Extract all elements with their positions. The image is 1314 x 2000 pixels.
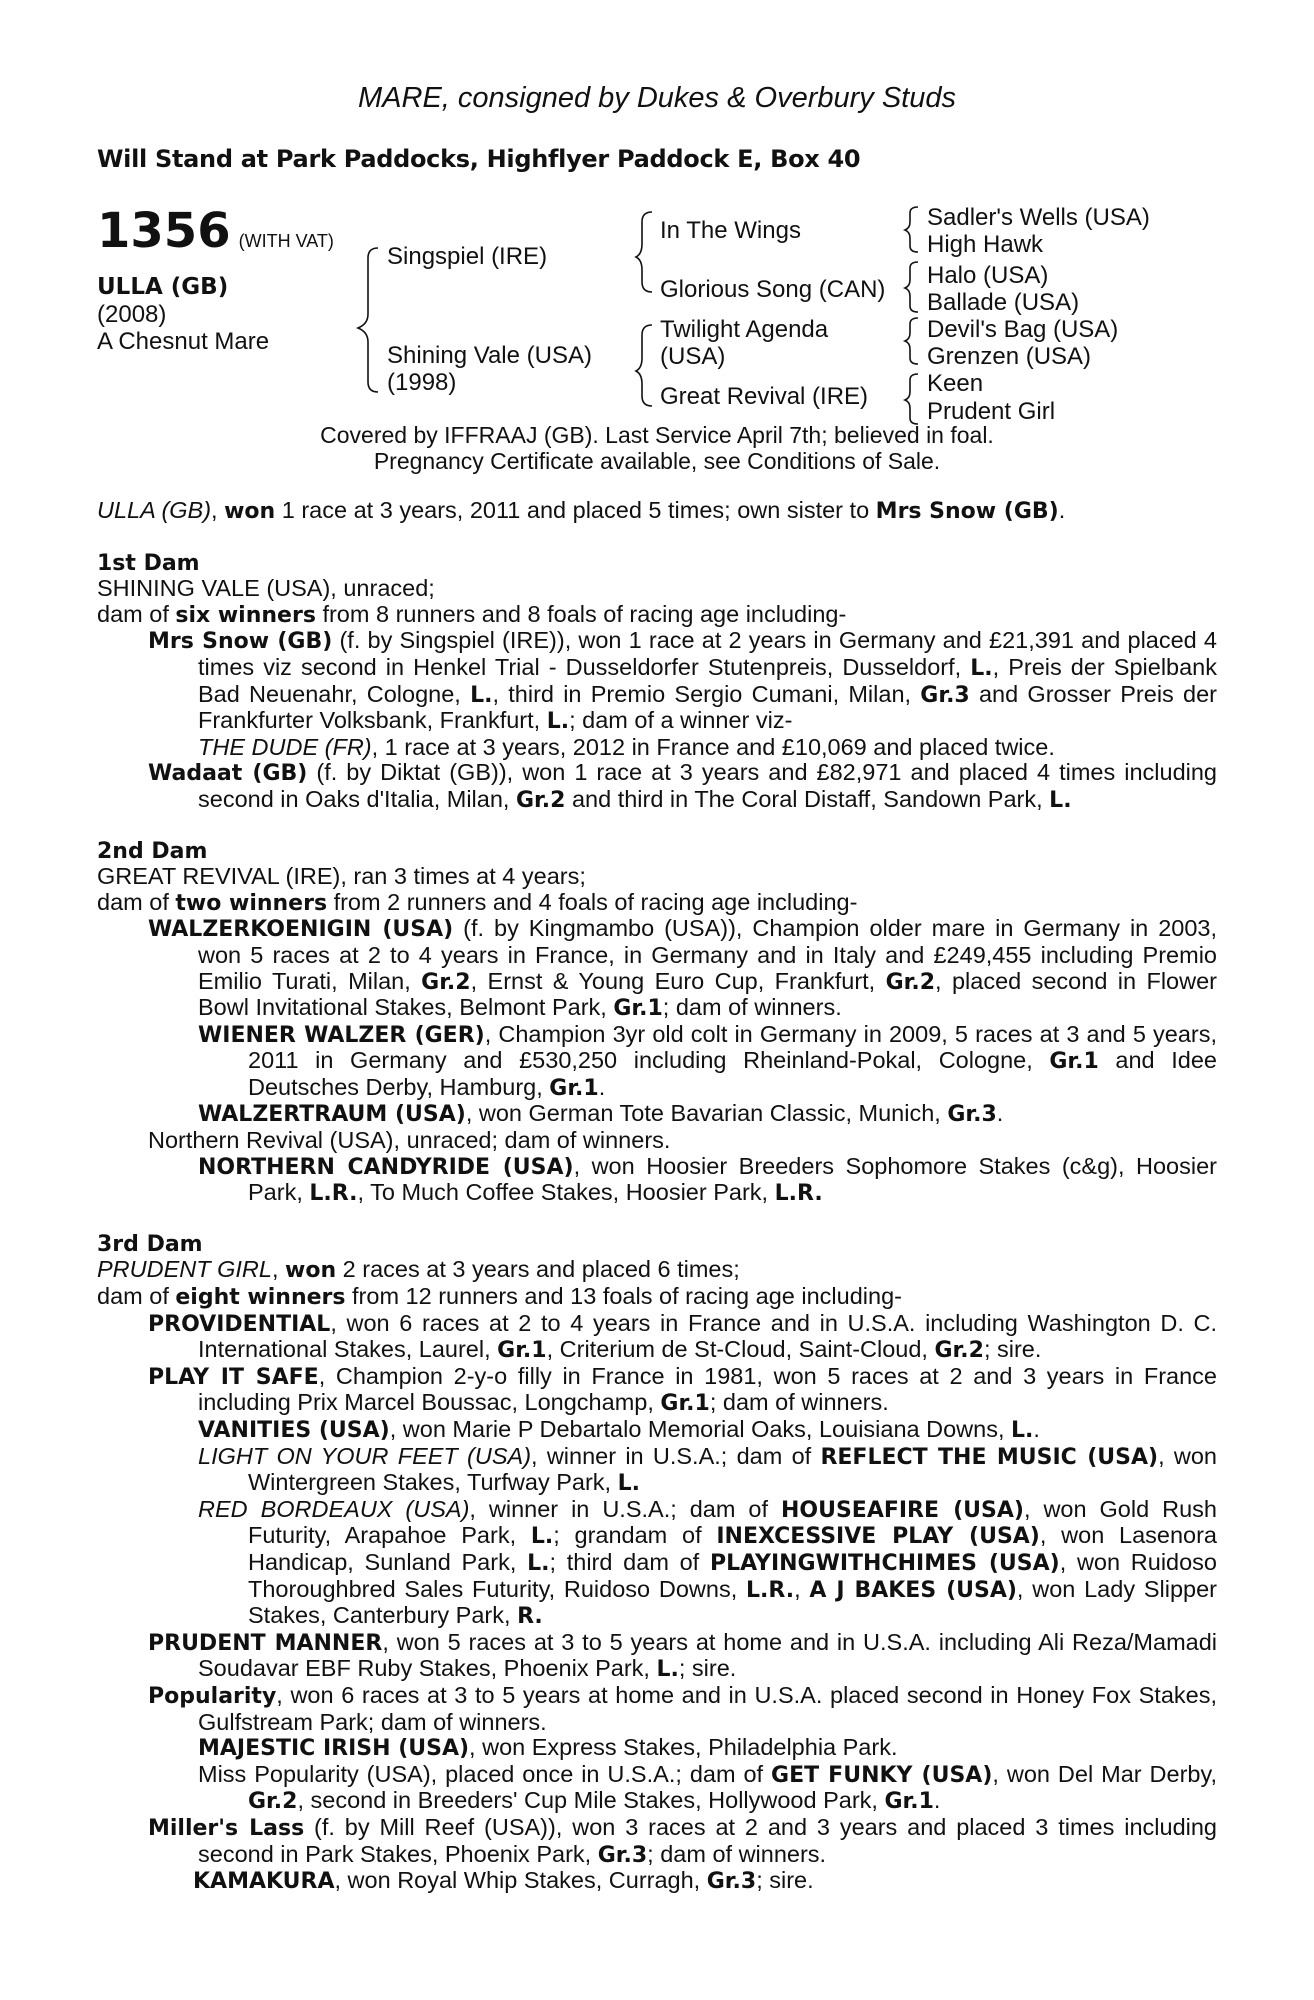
page-title: MARE, consigned by Dukes & Overbury Studs (358, 82, 956, 114)
text-run: , won Hoosier Breeders Sophomore Stakes (c&g), Hoosier Park, (248, 1152, 1217, 1206)
pedigree-gg-4: Ballade (USA) (927, 289, 1080, 316)
pedigree-dam: Shining Vale (USA) (387, 342, 592, 369)
text-run: INEXCESSIVE PLAY (USA) (716, 1524, 1040, 1550)
text-run: PRUDENT MANNER (148, 1630, 383, 1656)
text-run: and Grosser Preis der Frankfurter Volksbank, Frankfurt, (198, 680, 1218, 734)
text-run: L. (546, 709, 570, 735)
horse-description: A Chesnut Mare (97, 328, 270, 355)
entry-providential (97, 1311, 1217, 1364)
pedigree-sire-dam: Glorious Song (CAN) (660, 276, 886, 303)
text-run: HOUSEAFIRE (USA) (780, 1497, 1024, 1523)
text-run: GET FUNKY (USA) (771, 1762, 993, 1788)
text-run: , won Express Stakes, Philadelphia Park. (469, 1734, 898, 1761)
text-run: L. (1049, 787, 1072, 813)
text-run: from 8 runners and 8 foals of racing age including- (315, 600, 847, 627)
text-run: L. (527, 1550, 550, 1576)
text-run: (f. by Singspiel (IRE)), won 1 race at 2 years in Germany and £21,391 and placed 4 times viz second in Henkel Trial - Dusseldorfer Stutenpreis, Dusseldorf, (198, 627, 1217, 680)
text-run: Gr.3 (706, 1869, 757, 1895)
text-run: Gr.2 (248, 1789, 298, 1815)
text-run: WIENER WALZER (GER) (198, 1022, 485, 1048)
text-run: , winner in U.S.A.; dam of (531, 1442, 821, 1469)
text-run: Gr.1 (1049, 1049, 1099, 1075)
summary-won: won (224, 499, 276, 524)
pedigree-gg-3: Halo (USA) (927, 262, 1049, 289)
text-run: Popularity (148, 1683, 277, 1709)
text-run: ; dam of winners. (662, 994, 842, 1021)
text-run: dam of (97, 600, 176, 627)
page-body (97, 498, 1217, 1895)
text-run: two winners (175, 890, 328, 916)
text-run: from 2 runners and 4 foals of racing age including- (327, 888, 858, 915)
pedigree-gg-7: Keen (927, 370, 984, 397)
text-run: Miller's Lass (148, 1815, 305, 1841)
third-dam-name (97, 1257, 1217, 1284)
text-run: Gr.3 (920, 682, 970, 708)
text-run: , won Lasenora Handicap, Sunland Park, (248, 1522, 1217, 1575)
horse-name: ULLA (GB) (97, 274, 229, 300)
pedigree-gg-2: High Hawk (927, 231, 1044, 258)
text-run: . (1058, 497, 1066, 523)
pedigree-sire-sire: In The Wings (660, 217, 801, 244)
entry-millers-lass (97, 1815, 1217, 1868)
text-run: Gr.1 (884, 1789, 934, 1815)
text-run: , won Wintergreen Stakes, Turfway Park, (248, 1442, 1217, 1496)
text-run: Gr.2 (934, 1338, 984, 1364)
text-run: VANITIES (USA) (198, 1418, 390, 1443)
text-run: , won Marie P Debartalo Memorial Oaks, Louisiana Downs, (389, 1416, 1012, 1442)
text-run: L. (656, 1657, 679, 1683)
text-run: , To Much Coffee Stakes, Hoosier Park, (357, 1179, 775, 1206)
first-dam-produce-summary (97, 602, 1217, 629)
text-run: Gr.1 (660, 1391, 710, 1417)
pedigree-dam-year: (1998) (387, 369, 457, 396)
text-run: MAJESTIC IRISH (USA) (198, 1736, 470, 1762)
entry-the-dude (97, 735, 1217, 761)
text-run: L.R. (746, 1577, 795, 1603)
text-run: dam of (97, 888, 176, 915)
text-run: from 12 runners and 13 foals of racing age including- (345, 1283, 902, 1310)
text-run: six winners (175, 602, 316, 628)
text-run: Mrs Snow (GB) (148, 629, 333, 655)
entry-light-on-your-feet (97, 1444, 1217, 1497)
text-run: , (271, 1256, 286, 1283)
text-run: WALZERKOENIGIN (USA) (148, 917, 454, 943)
text-run: . (1033, 1416, 1040, 1442)
pedigree-dam-sire: Twilight Agenda (660, 316, 829, 343)
text-run: ; sire. (756, 1867, 814, 1894)
text-run: , Champion 2-y-o filly in France in 1981, won 5 races at 2 and 3 years in France including Prix Marcel Boussac, Longchamp, (198, 1362, 1218, 1416)
pedigree-dam-sire-country: (USA) (660, 343, 726, 370)
text-run: ; grandam of (553, 1522, 717, 1549)
entry-northern-candyride (97, 1154, 1217, 1207)
pedigree-dam-dam: Great Revival (IRE) (660, 383, 869, 410)
pedigree-gg-5: Devil's Bag (USA) (927, 316, 1119, 343)
text-run: , Criterium de St-Cloud, Saint-Cloud, (546, 1336, 935, 1363)
text-run: , second in Breeders' Cup Mile Stakes, Hollywood Park, (297, 1787, 885, 1814)
text-run: , won Gold Rush Futurity, Arapahoe Park, (248, 1495, 1217, 1549)
entry-walzertraum (97, 1101, 1217, 1128)
text-run: . (996, 1100, 1004, 1127)
first-dam-name: SHINING VALE (USA), unraced; (97, 575, 435, 602)
text-run: , won 6 races at 2 to 4 years in France and in U.S.A. including Washington D. C. International Stakes, Laurel, (198, 1309, 1217, 1363)
text-run: PROVIDENTIAL (148, 1311, 331, 1337)
text-run: , won 6 races at 3 to 5 years at home and in U.S.A. placed second in Honey Fox Stakes, Gulfstream Park; dam of winners. (198, 1681, 1217, 1735)
text-run: LIGHT ON YOUR FEET (USA) (198, 1442, 532, 1469)
entry-mrs-snow (97, 628, 1217, 734)
text-run: , Preis der Spielbank Bad Neuenahr, Cologne, (198, 653, 1218, 707)
pedigree-gg-6: Grenzen (USA) (927, 343, 1092, 370)
text-run: KAMAKURA (193, 1869, 335, 1895)
text-run: Gr.2 (885, 969, 936, 995)
entry-vanities (97, 1417, 1217, 1444)
text-run: , Champion 3yr old colt in Germany in 2009, 5 races at 3 and 5 years, 2011 in Germany and £530,250 including Rheinland-Pokal, Cologne, (248, 1020, 1217, 1074)
text-run: PRUDENT GIRL (97, 1256, 272, 1283)
text-run: Gr.2 (421, 969, 471, 995)
text-run: Gr.1 (549, 1075, 599, 1101)
text-run: ; dam of winners. (647, 1840, 827, 1867)
text-run: PLAY IT SAFE (148, 1364, 319, 1390)
entry-miss-popularity (97, 1762, 1217, 1815)
text-run: , won Royal Whip Stakes, Curragh, (334, 1867, 707, 1894)
horse-year: (2008) (97, 301, 167, 328)
text-run: Miss Popularity (USA), placed once in U.S.A.; dam of (198, 1760, 772, 1787)
text-run: , winner in U.S.A.; dam of (469, 1495, 781, 1522)
pedigree-gg-8: Prudent Girl (927, 398, 1056, 425)
text-run: , third in Premio Sergio Cumani, Milan, (492, 680, 921, 707)
summary: ULLA (GB), won 1 race at 3 years, 2011 and placed 5 times; own sister to Mrs Snow (GB). (97, 497, 1066, 524)
text-run: WALZERTRAUM (USA) (198, 1102, 466, 1128)
text-run: . (933, 1787, 941, 1814)
text-run: R. (517, 1604, 543, 1630)
text-run: A J BAKES (USA) (809, 1577, 1017, 1603)
summary-sister: Mrs Snow (GB) (875, 499, 1059, 524)
text-run: , 1 race at 3 years, 2012 in France and £10,069 and placed twice. (371, 733, 1055, 760)
text-run: L. (530, 1524, 554, 1550)
pedigree-gg-1: Sadler's Wells (USA) (927, 204, 1150, 231)
text-run: NORTHERN CANDYRIDE (USA) (198, 1154, 574, 1180)
text-run: 2 races at 3 years and placed 6 times; (336, 1256, 740, 1283)
vat-label: (WITH VAT) (238, 231, 334, 251)
text-run: . (598, 1073, 606, 1100)
entry-majestic-irish (97, 1735, 1217, 1762)
text-run: L.R. (309, 1181, 358, 1207)
summary-name: ULLA (GB) (97, 497, 212, 523)
text-run: Gr.3 (597, 1842, 648, 1868)
text-run: REFLECT THE MUSIC (USA) (820, 1444, 1159, 1470)
text-run: , placed second in Flower Bowl Invitational Stakes, Belmont Park, (198, 967, 1217, 1021)
text-run: (f. by Diktat (GB)), won 1 race at 3 years and £82,971 and placed 4 times including second in Oaks d'Italia, Milan, (198, 759, 1217, 812)
text-run: 1 race at 3 years, 2011 and placed 5 times; own sister to (275, 497, 876, 523)
text-run: , (794, 1575, 810, 1602)
text-run: ; dam of winners. (709, 1389, 889, 1416)
text-run: ; dam of a winner viz- (569, 707, 793, 734)
text-run: L. (1011, 1418, 1034, 1443)
entry-play-it-safe (97, 1364, 1217, 1417)
second-dam-produce-summary (97, 890, 1217, 917)
text-run: Gr.2 (515, 787, 566, 813)
second-dam-name: GREAT REVIVAL (IRE), ran 3 times at 4 years; (97, 863, 586, 890)
lot-number: 1356 (97, 203, 231, 259)
entry-red-bordeaux (97, 1497, 1217, 1630)
text-run: and third in The Coral Distaff, Sandown Park, (565, 785, 1050, 812)
entry-kamakura (97, 1868, 1217, 1895)
text-run: Gr.1 (497, 1338, 547, 1364)
entry-prudent-manner (97, 1630, 1217, 1683)
text-run: (f. by Kingmambo (USA)), Champion older mare in Germany in 2003, won 5 races at 2 to 4 years in France, in Germany and in Italy and £249,455 including Premio Emilio Turati, Milan, (198, 915, 1217, 994)
text-run: L. (470, 682, 493, 708)
text-run: L.R. (774, 1181, 823, 1207)
stand-location: Will Stand at Park Paddocks, Highflyer Paddock E, Box 40 (97, 145, 861, 173)
text-run: PLAYINGWITHCHIMES (USA) (709, 1550, 1060, 1576)
covered-info (0, 422, 1314, 474)
third-dam-produce-summary (97, 1284, 1217, 1311)
entry-wadaat (97, 760, 1217, 813)
text-run: L. (970, 655, 993, 681)
first-dam-heading: 1st Dam (97, 550, 200, 576)
entry-northern-revival: Northern Revival (USA), unraced; dam of winners. (148, 1127, 671, 1154)
text-run: (f. by Mill Reef (USA)), won 3 races at 2 and 3 years and placed 3 times including second in Park Stakes, Phoenix Park, (198, 1813, 1217, 1867)
text-run: , won Ruidoso Thoroughbred Sales Futurity, Ruidoso Downs, (248, 1548, 1217, 1602)
covered-line: Covered by IFFRAAJ (GB). Last Service April 7th; believed in foal. (320, 422, 994, 448)
text-run: Gr.3 (947, 1102, 997, 1128)
text-run: dam of (97, 1283, 176, 1310)
text-run: L. (617, 1471, 640, 1497)
text-run: eight winners (175, 1285, 346, 1311)
text-run: , won Del Mar Derby, (992, 1760, 1217, 1787)
second-dam-heading: 2nd Dam (97, 838, 208, 864)
text-run: , won German Tote Bavarian Classic, Munich, (465, 1100, 948, 1127)
text-run: , won Lady Slipper Stakes, Canterbury Park, (248, 1575, 1217, 1629)
entry-wiener-walzer (97, 1022, 1217, 1102)
text-run: THE DUDE (FR) (198, 733, 372, 760)
text-run: won (285, 1258, 337, 1284)
text-run: ; third dam of (549, 1548, 710, 1575)
pedigree-sire: Singspiel (IRE) (387, 243, 548, 270)
third-dam-heading: 3rd Dam (97, 1231, 203, 1257)
entry-popularity (97, 1683, 1217, 1735)
entry-walzerkoenigin (97, 916, 1217, 1021)
text-run: ; sire. (678, 1655, 737, 1682)
text-run: ; sire. (983, 1336, 1042, 1363)
text-run: , Ernst & Young Euro Cup, Frankfurt, (470, 967, 886, 994)
text-run: Gr.1 (613, 996, 663, 1022)
text-run: and Idee Deutsches Derby, Hamburg, (248, 1047, 1217, 1100)
text-run: RED BORDEAUX (USA) (198, 1495, 470, 1522)
text-run: , won 5 races at 3 to 5 years at home and in U.S.A. including Ali Reza/Mamadi Soudavar EBF Ruby Stakes, Phoenix Park, (198, 1628, 1218, 1682)
text-run: Wadaat (GB) (148, 761, 308, 787)
pregnancy-line: Pregnancy Certificate available, see Conditions of Sale. (373, 448, 941, 474)
